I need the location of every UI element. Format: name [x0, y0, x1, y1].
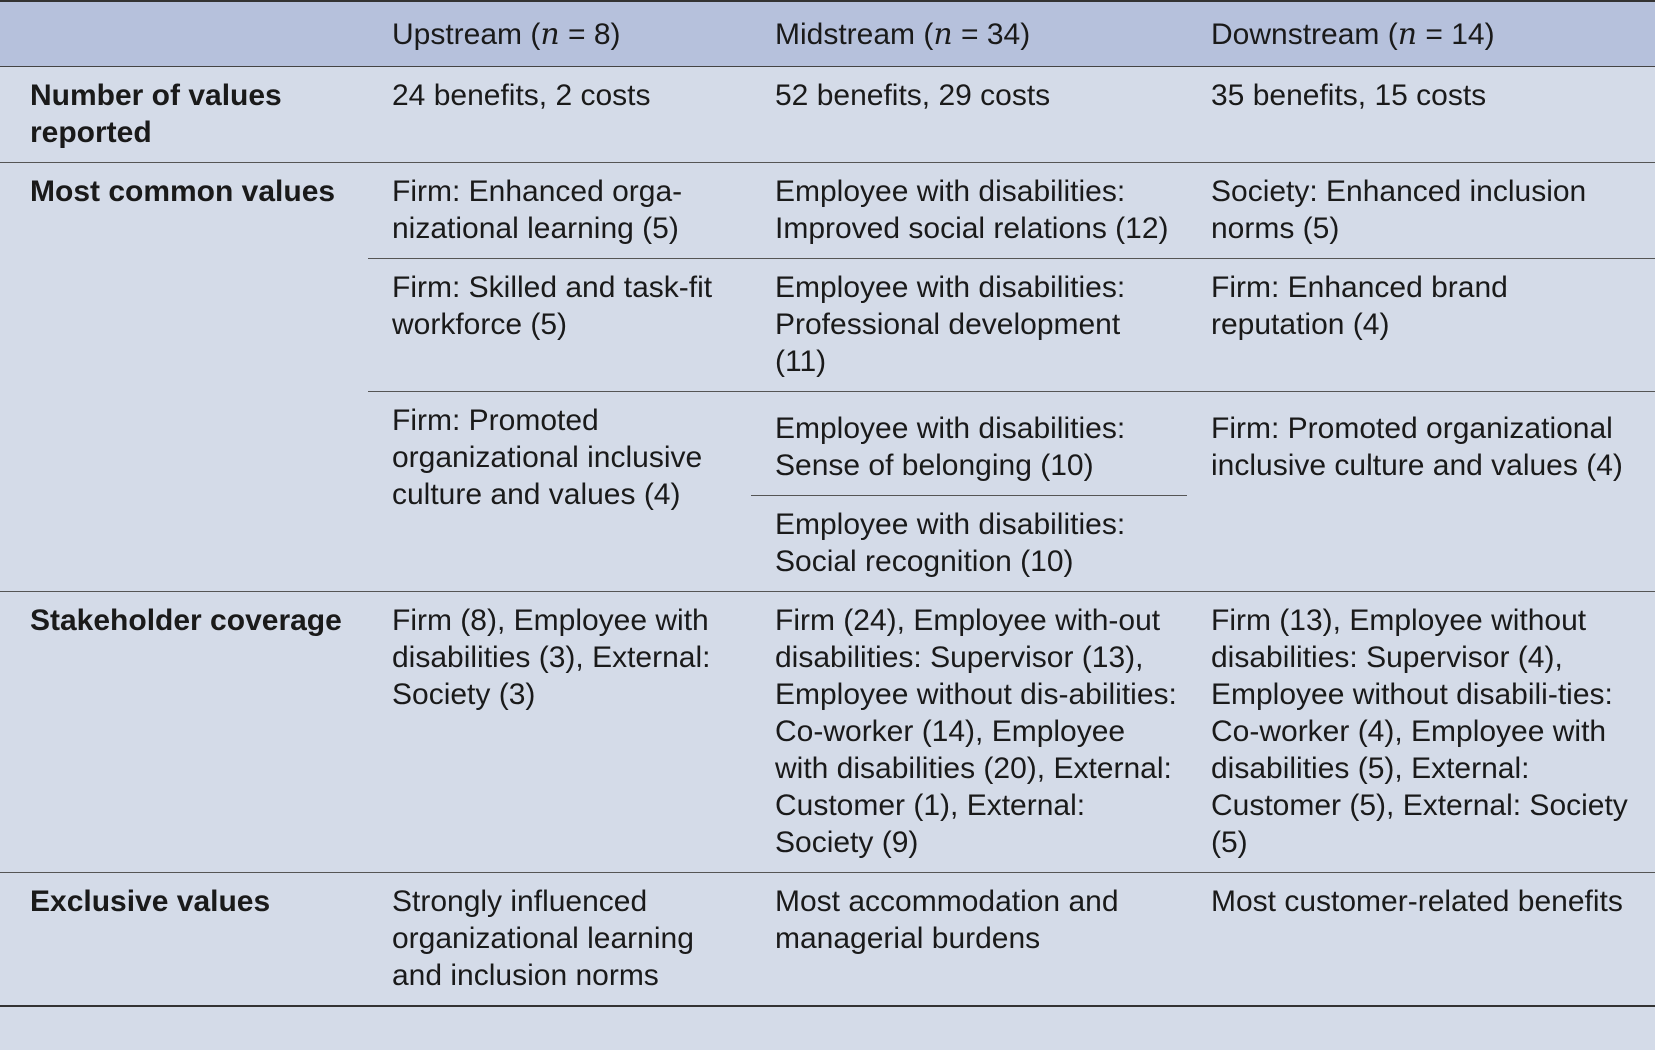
- row-number-of-values: [0, 67, 1655, 163]
- header-downstream: Downstream (n = 14): [1187, 1, 1655, 67]
- row-label-stakeholder-coverage: Stakeholder coverage: [0, 592, 368, 873]
- cell-midstream: Most accommodation and managerial burdens: [751, 873, 1187, 1007]
- header-midstream: Midstream (n = 34): [751, 1, 1187, 67]
- row-label-number-of-values: Number of values reported: [0, 67, 368, 163]
- cell-midstream-a: Employee with disabilities: Sense of belonging (10): [751, 410, 1187, 496]
- cell-downstream: Society: Enhanced inclusion norms (5): [1187, 163, 1655, 259]
- header-upstream: Upstream (n = 8): [368, 1, 751, 67]
- row-label-most-common: Most common values: [0, 163, 368, 592]
- cell-upstream: Firm: Skilled and task-fit workforce (5): [368, 259, 751, 392]
- cell-downstream: Firm: Promoted organizational inclusive culture and values (4): [1187, 392, 1655, 592]
- cell-upstream: Strongly influenced organizational learning and inclusion norms: [368, 873, 751, 1007]
- row-exclusive-values: [0, 873, 1655, 1007]
- cell-upstream: Firm: Enhanced orga-nizational learning (5): [368, 163, 751, 259]
- row-label-exclusive-values: Exclusive values: [0, 873, 368, 1007]
- row-most-common-1: [0, 163, 1655, 259]
- cell-downstream: Firm: Enhanced brand reputation (4): [1187, 259, 1655, 392]
- cell-downstream: Firm (13), Employee without disabilities: Supervisor (4), Employee without disabili-ties: Co-worker (4), Employee with disabilities (5), External: Customer (5), External: Society (5): [1187, 592, 1655, 873]
- header-row: [0, 1, 1655, 67]
- cell-downstream: 35 benefits, 15 costs: [1187, 67, 1655, 163]
- cell-midstream: Employee with disabilities: Professional development (11): [751, 259, 1187, 392]
- cell-upstream: 24 benefits, 2 costs: [368, 67, 751, 163]
- header-empty: [0, 1, 368, 67]
- cell-midstream: Employee with disabilities: Improved social relations (12): [751, 163, 1187, 259]
- cell-upstream: Firm: Promoted organizational inclusive culture and values (4): [368, 392, 751, 592]
- cell-midstream-b: Employee with disabilities: Social recognition (10): [775, 508, 1126, 578]
- cell-midstream: [751, 392, 1187, 592]
- cell-midstream: Firm (24), Employee with-out disabilities: Supervisor (13), Employee without dis-abilities: Co-worker (14), Employee with disabilities (20), External: Customer (1), External: Society (9): [751, 592, 1187, 873]
- cell-upstream: Firm (8), Employee with disabilities (3), External: Society (3): [368, 592, 751, 873]
- cell-downstream: Most customer-related benefits: [1187, 873, 1655, 1007]
- row-stakeholder-coverage: [0, 592, 1655, 873]
- cell-midstream: 52 benefits, 29 costs: [751, 67, 1187, 163]
